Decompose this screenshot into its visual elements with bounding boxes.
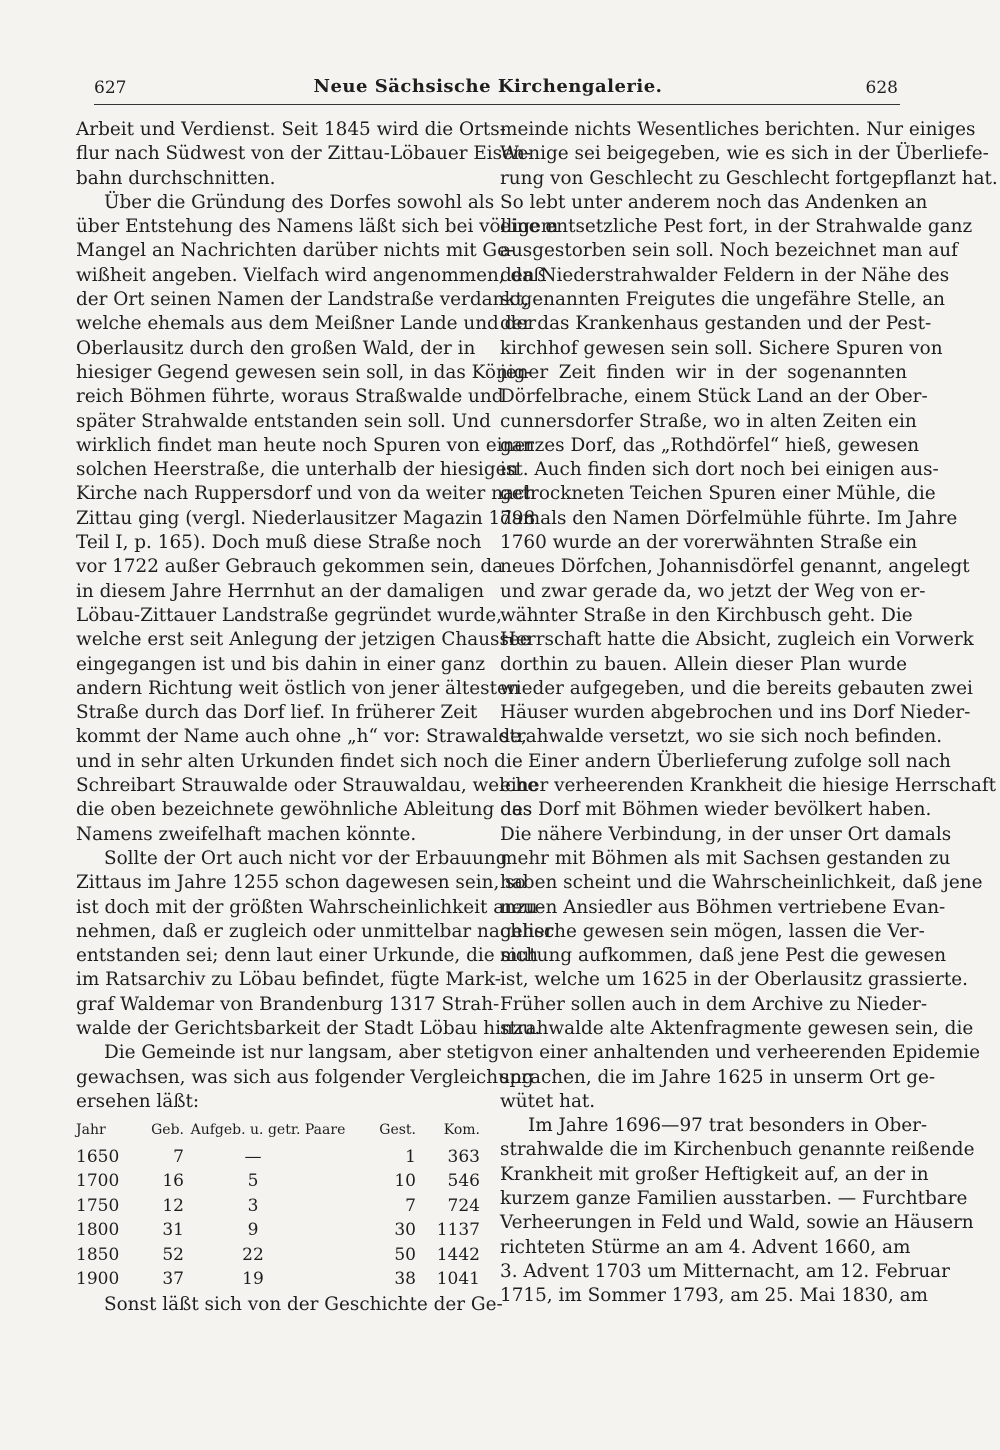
text-line: welche erst seit Anlegung der jetzigen Chaussee	[76, 629, 531, 651]
text-line: Oberlausitz durch den großen Wald, der in	[76, 337, 476, 359]
text-line: hiesiger Gegend gewesen sein soll, in das König-	[76, 361, 532, 383]
table-header-row	[76, 1118, 480, 1144]
header-rule	[94, 104, 900, 105]
column-header: Kom.	[443, 1122, 480, 1139]
table-cell: 1850	[76, 1244, 120, 1265]
text-line: Sonst läßt sich von der Geschichte der Ge-	[104, 1294, 503, 1316]
text-line: wähnter Straße in den Kirchbusch geht. Die	[500, 604, 913, 626]
paragraph	[500, 750, 997, 1114]
running-title: Neue Sächsische Kirchengalerie.	[313, 76, 663, 97]
text-line: eine entsetzliche Pest fort, in der Strahwalde ganz	[500, 216, 973, 238]
table-row	[76, 1267, 480, 1292]
text-line: mutung aufkommen, daß jene Pest die gewesen	[500, 945, 947, 967]
text-line: Krankheit mit großer Heftigkeit auf, an der in	[500, 1163, 929, 1185]
text-line: entstanden sei; denn laut einer Urkunde, die sich	[76, 945, 538, 967]
table-cell: 363	[447, 1146, 480, 1167]
paragraph	[500, 1114, 975, 1308]
text-line: sogenannten Freigutes die ungefähre Stelle, an	[500, 289, 946, 311]
table-cell: 1700	[76, 1171, 120, 1192]
text-line: haben scheint und die Wahrscheinlichkeit, daß jene	[500, 872, 983, 894]
text-line: den Niederstrahwalder Feldern in der Nähe des	[500, 264, 950, 286]
text-line: flur nach Südwest von der Zittau-Löbauer Eisen-	[76, 143, 532, 165]
text-line: Straße durch das Dorf lief. In früherer Zeit	[76, 702, 478, 724]
table-cell: 724	[447, 1195, 480, 1216]
text-line: dorthin zu bauen. Allein dieser Plan wurde	[500, 653, 907, 675]
text-line: vor 1722 außer Gebrauch gekommen sein, da	[76, 556, 504, 578]
text-line: und zwar gerade da, wo jetzt der Weg von er-	[500, 580, 926, 602]
text-line: wütet hat.	[500, 1090, 596, 1112]
table-row	[76, 1144, 480, 1169]
text-line: Löbau-Zittauer Landstraße gegründet wurde,	[76, 604, 502, 626]
paragraph	[76, 1041, 534, 1114]
text-line: ist doch mit der größten Wahrscheinlichkeit anzu-	[76, 896, 544, 918]
text-line: einer verheerenden Krankheit die hiesige Herrschaft	[500, 775, 997, 797]
table-cell: 31	[162, 1220, 184, 1241]
text-line: im Ratsarchiv zu Löbau befindet, fügte Mark-	[76, 969, 502, 991]
table-cell: 1041	[436, 1269, 480, 1290]
text-line: Über die Gründung des Dorfes sowohl als	[104, 191, 495, 213]
text-line: ersehen läßt:	[76, 1090, 200, 1112]
table-cell: 1750	[76, 1195, 120, 1216]
text-line: meinde nichts Wesentliches berichten. Nur einiges	[500, 119, 976, 140]
population-table	[76, 1118, 480, 1291]
text-line: gewachsen, was sich aus folgender Vergleichung	[76, 1066, 534, 1088]
text-line: von einer anhaltenden und verheerenden Epidemie	[500, 1042, 981, 1064]
text-line: Teil I, p. 165). Doch muß diese Straße noch	[76, 532, 482, 554]
text-line: mehr mit Böhmen als mit Sachsen gestanden zu	[500, 847, 951, 869]
text-line: andern Richtung weit östlich von jener ältesten	[76, 677, 520, 699]
text-line: Früher sollen auch in dem Archive zu Nieder-	[500, 993, 928, 1015]
text-line: gelische gewesen sein mögen, lassen die Ver-	[500, 920, 925, 942]
table-row	[76, 1193, 480, 1218]
table-cell: 10	[394, 1171, 416, 1192]
column-header: Aufgeb. u. getr. Paare	[190, 1122, 346, 1139]
text-line: Einer andern Überlieferung zufolge soll nach	[528, 750, 951, 772]
text-line: ganzes Dorf, das „Rothdörfel“ hieß, gewesen	[500, 434, 920, 456]
table-cell: 1	[405, 1146, 416, 1167]
text-line: Namens zweifelhaft machen könnte.	[76, 823, 417, 845]
text-line: Arbeit und Verdienst. Seit 1845 wird die Orts-	[76, 119, 506, 140]
text-line: nehmen, daß er zugleich oder unmittelbar nachher	[76, 920, 554, 942]
paragraph	[76, 118, 532, 191]
running-header	[68, 70, 908, 106]
text-line: Die Gemeinde ist nur langsam, aber stetig	[104, 1042, 500, 1064]
page-number-left: 627	[94, 78, 127, 98]
text-line: 1715, im Sommer 1793, am 25. Mai 1830, am	[500, 1285, 928, 1307]
table-row	[76, 1169, 480, 1194]
table-cell: 1900	[76, 1269, 120, 1290]
table-cell: 12	[162, 1195, 184, 1216]
column-header: Geb.	[151, 1122, 184, 1139]
text-line: ist, welche um 1625 in der Oberlausitz grassierte.	[500, 969, 968, 991]
text-line: Dörfelbrache, einem Stück Land an der Ober-	[500, 386, 928, 408]
column-header: Gest.	[379, 1122, 416, 1139]
table-cell: 5	[247, 1171, 259, 1192]
table-cell: 16	[162, 1171, 184, 1192]
text-line: solchen Heerstraße, die unterhalb der hiesigen	[76, 459, 519, 481]
text-line: Kirche nach Ruppersdorf und von da weiter nach	[76, 483, 537, 505]
text-line: Verheerungen in Feld und Wald, sowie an Häusern	[500, 1212, 974, 1234]
text-line: wirklich findet man heute noch Spuren von einer	[76, 434, 535, 456]
table-row	[76, 1218, 480, 1243]
table-cell: 3	[247, 1195, 259, 1216]
table-cell: 19	[242, 1269, 264, 1290]
text-line: ist. Auch finden sich dort noch bei einigen aus-	[500, 459, 939, 481]
text-line: damals den Namen Dörfelmühle führte. Im Jahre	[500, 507, 958, 529]
paragraph	[76, 191, 559, 847]
paragraph	[76, 847, 554, 1041]
text-line: getrockneten Teichen Spuren einer Mühle, die	[500, 483, 936, 505]
text-line: welche ehemals aus dem Meißner Lande und der	[76, 313, 537, 335]
text-line: ausgestorben sein soll. Noch bezeichnet man auf	[500, 240, 958, 262]
text-line: strahwalde alte Aktenfragmente gewesen sein, die	[500, 1017, 974, 1039]
text-line: Die nähere Verbindung, in der unser Ort damals	[500, 823, 952, 845]
column-header: Jahr	[76, 1122, 106, 1139]
table-cell: 7	[405, 1195, 416, 1216]
paragraph	[500, 118, 998, 750]
table-cell: 1137	[436, 1220, 480, 1241]
text-line: 1760 wurde an der vorerwähnten Straße ein	[500, 532, 918, 554]
text-line: 3. Advent 1703 um Mitternacht, am 12. Februar	[500, 1260, 950, 1282]
table-cell: 52	[162, 1244, 184, 1265]
text-line: in diesem Jahre Herrnhut an der damaligen	[76, 580, 485, 602]
text-line: und in sehr alten Urkunden findet sich noch die	[76, 750, 523, 772]
text-line: der Ort seinen Namen der Landstraße verdankt,	[76, 289, 529, 311]
text-line: neues Dörfchen, Johannisdörfel genannt, angelegt	[500, 556, 970, 578]
text-line: neuen Ansiedler aus Böhmen vertriebene Evan-	[500, 896, 946, 918]
text-line: strahwalde die im Kirchenbuch genannte reißende	[500, 1139, 975, 1161]
text-line: rung von Geschlecht zu Geschlecht fortgepflanzt hat.	[500, 167, 998, 189]
text-line: der das Krankenhaus gestanden und der Pest-	[500, 313, 932, 335]
text-line: Schreibart Strauwalde oder Strauwaldau, welche	[76, 775, 539, 797]
right-column	[500, 118, 998, 1309]
text-line: kirchhof gewesen sein soll. Sichere Spuren von	[500, 337, 943, 359]
text-line: Sollte der Ort auch nicht vor der Erbauung	[104, 847, 508, 869]
table-cell: 546	[447, 1171, 480, 1192]
table-row	[76, 1242, 480, 1267]
text-line: sprachen, die im Jahre 1625 in unserm Ort ge-	[500, 1066, 936, 1088]
table-cell: 22	[242, 1244, 264, 1265]
table-cell: 1442	[436, 1244, 480, 1265]
text-line: kommt der Name auch ohne „h“ vor: Strawalde,	[76, 726, 527, 748]
text-line: später Strahwalde entstanden sein soll. Und	[76, 410, 491, 432]
text-line: eingegangen ist und bis dahin in einer ganz	[76, 653, 486, 675]
text-line: Im Jahre 1696—97 trat besonders in Ober-	[528, 1115, 928, 1137]
text-line: cunnersdorfer Straße, wo in alten Zeiten ein	[500, 410, 917, 432]
table-cell: 7	[173, 1146, 184, 1167]
table-cell: —	[244, 1146, 262, 1167]
page-number-right: 628	[865, 78, 898, 98]
text-line: kurzem ganze Familien ausstarben. — Furchtbare	[500, 1188, 968, 1210]
text-line: richteten Stürme an am 4. Advent 1660, am	[500, 1236, 911, 1258]
text-line: wißheit angeben. Vielfach wird angenommen, daß	[76, 264, 546, 286]
table-cell: 37	[162, 1269, 184, 1290]
text-line: wieder aufgegeben, und die bereits gebauten zwei	[500, 677, 973, 699]
table-cell: 30	[394, 1220, 416, 1241]
text-line: das Dorf mit Böhmen wieder bevölkert haben.	[500, 799, 932, 821]
text-line: jener Zeit finden wir in der sogenannten	[500, 361, 907, 383]
text-line: die oben bezeichnete gewöhnliche Ableitung des	[76, 799, 533, 821]
text-line: bahn durchschnitten.	[76, 167, 276, 189]
text-line: So lebt unter anderem noch das Andenken an	[500, 191, 928, 213]
table-cell: 38	[394, 1269, 416, 1290]
text-line: Zittau ging (vergl. Niederlausitzer Magazin 1798	[76, 507, 536, 529]
table-cell: 1650	[76, 1146, 120, 1167]
text-line: reich Böhmen führte, woraus Straßwalde und	[76, 386, 504, 408]
text-line: walde der Gerichtsbarkeit der Stadt Löbau hinzu.	[76, 1017, 541, 1039]
text-line: über Entstehung des Namens läßt sich bei völligem	[76, 216, 559, 238]
paragraph	[76, 1293, 503, 1317]
text-line: graf Waldemar von Brandenburg 1317 Strah-	[76, 993, 500, 1015]
table-cell: 1800	[76, 1220, 120, 1241]
text-line: Häuser wurden abgebrochen und ins Dorf Nieder-	[500, 702, 971, 724]
text-line: Zittaus im Jahre 1255 schon dagewesen sein, so	[76, 872, 526, 894]
text-line: Wenige sei beigegeben, wie es sich in der Überliefe-	[500, 143, 989, 165]
text-line: Herrschaft hatte die Absicht, zugleich ein Vorwerk	[500, 629, 974, 651]
text-line: strahwalde versetzt, wo sie sich noch befinden.	[500, 726, 943, 748]
text-line: Mangel an Nachrichten darüber nichts mit Ge-	[76, 240, 515, 262]
table-cell: 50	[394, 1244, 416, 1265]
table-cell: 9	[247, 1220, 259, 1241]
